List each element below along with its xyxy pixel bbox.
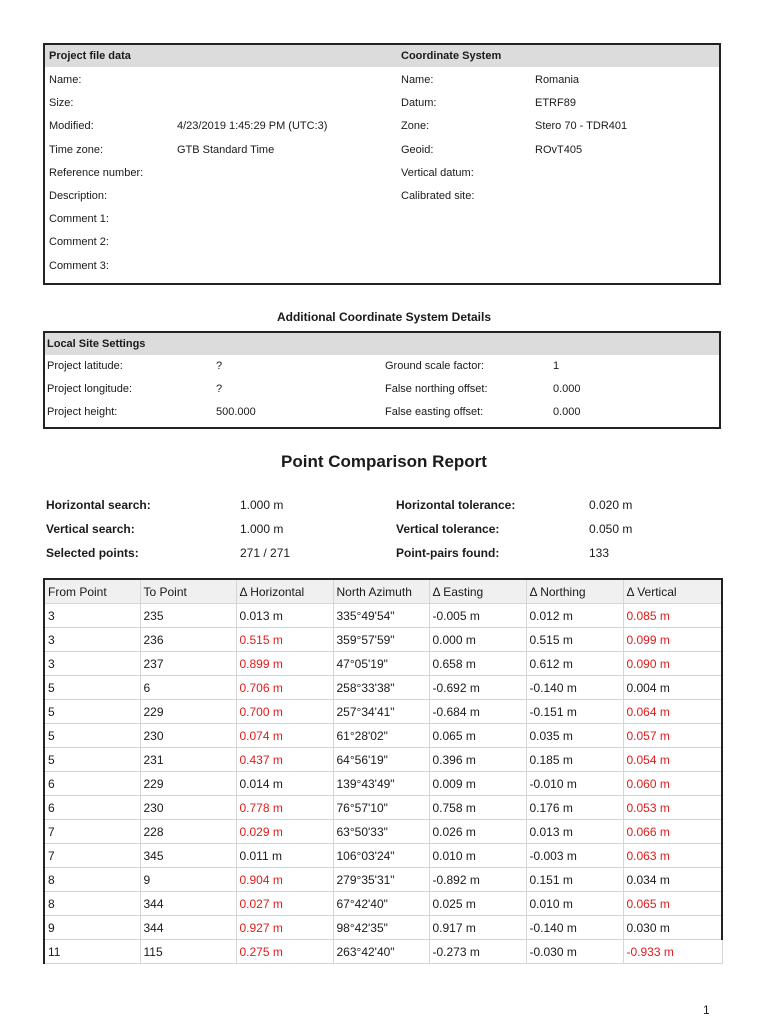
delta-easting-cell: 0.010 m [429,844,526,868]
project-field-label: Time zone: [49,143,104,156]
delta-northing-cell: 0.612 m [526,652,623,676]
table-row[interactable] [44,676,722,700]
site-setting-value: 1 [553,360,560,372]
project-info-panel [43,43,721,285]
delta-horizontal-cell: 0.904 m [236,868,333,892]
north-azimuth-cell: 257°34'41" [333,700,429,724]
site-setting-label: Project height: [47,406,118,418]
column-header-from-point[interactable]: From Point [44,579,140,604]
delta-northing-cell: 0.035 m [526,724,623,748]
coordinate-field-value: ROvT405 [535,143,583,156]
site-setting-value: 500.000 [216,406,256,418]
project-field-label: Description: [49,190,108,202]
delta-vertical-cell: 0.060 m [623,772,722,796]
site-setting-value: ? [216,383,223,395]
north-azimuth-cell: 263°42'40" [333,940,429,964]
delta-northing-cell: 0.515 m [526,628,623,652]
delta-easting-cell: 0.917 m [429,916,526,940]
delta-horizontal-cell: 0.074 m [236,724,333,748]
local-site-settings-header [45,333,719,355]
table-row[interactable] [44,892,722,916]
delta-easting-cell: 0.658 m [429,652,526,676]
delta-easting-cell: -0.684 m [429,700,526,724]
report-param-label: Horizontal search: [46,498,151,512]
delta-vertical-cell: 0.053 m [623,796,722,820]
site-setting-value: 0.000 [553,406,581,418]
report-title: Point Comparison Report [281,452,487,471]
north-azimuth-cell: 67°42'40" [333,892,429,916]
report-param-label: Selected points: [46,546,139,560]
delta-horizontal-cell: 0.011 m [236,844,333,868]
delta-vertical-cell: 0.099 m [623,628,722,652]
north-azimuth-cell: 61°28'02" [333,724,429,748]
table-row[interactable] [44,844,722,868]
from-point-cell: 6 [44,796,140,820]
delta-vertical-cell: 0.064 m [623,700,722,724]
delta-horizontal-cell: 0.014 m [236,772,333,796]
from-point-cell: 7 [44,844,140,868]
site-setting-label: False northing offset: [385,383,488,395]
coordinate-field-value: ETRF89 [535,97,576,110]
to-point-cell: 237 [140,652,236,676]
north-azimuth-cell: 64°56'19" [333,748,429,772]
table-row[interactable] [44,724,722,748]
delta-vertical-cell: 0.030 m [623,916,722,940]
delta-northing-cell: -0.140 m [526,916,623,940]
to-point-cell: 230 [140,724,236,748]
coordinate-system-heading: Coordinate System [401,50,502,62]
coordinate-field-label: Datum: [401,97,437,110]
column-header-north-azimuth[interactable]: North Azimuth [333,579,429,604]
table-row[interactable] [44,604,722,628]
from-point-cell: 3 [44,628,140,652]
delta-horizontal-cell: 0.029 m [236,820,333,844]
coordinate-field-label: Vertical datum: [401,166,474,179]
table-row[interactable] [44,940,722,964]
to-point-cell: 229 [140,700,236,724]
north-azimuth-cell: 98°42'35" [333,916,429,940]
delta-northing-cell: -0.010 m [526,772,623,796]
point-comparison-table [43,578,723,964]
delta-northing-cell: 0.013 m [526,820,623,844]
delta-easting-cell: -0.273 m [429,940,526,964]
report-param-value: 1.000 m [240,522,284,536]
delta-horizontal-cell: 0.027 m [236,892,333,916]
table-row[interactable] [44,700,722,724]
to-point-cell: 231 [140,748,236,772]
table-row[interactable] [44,916,722,940]
table-row[interactable] [44,628,722,652]
delta-vertical-cell: 0.090 m [623,652,722,676]
north-azimuth-cell: 139°43'49" [333,772,429,796]
delta-vertical-cell: 0.065 m [623,892,722,916]
table-row[interactable] [44,652,722,676]
table-row[interactable] [44,748,722,772]
from-point-cell: 9 [44,916,140,940]
to-point-cell: 344 [140,916,236,940]
project-field-label: Name: [49,74,82,86]
delta-easting-cell: 0.065 m [429,724,526,748]
report-param-label: Vertical search: [46,522,135,536]
from-point-cell: 8 [44,892,140,916]
table-row[interactable] [44,820,722,844]
site-setting-value: ? [216,360,223,372]
report-param-label: Vertical tolerance: [396,522,500,536]
delta-northing-cell: -0.140 m [526,676,623,700]
delta-easting-cell: -0.005 m [429,604,526,628]
delta-northing-cell: 0.012 m [526,604,623,628]
additional-details-title: Additional Coordinate System Details [276,310,492,324]
north-azimuth-cell: 76°57'10" [333,796,429,820]
delta-easting-cell: -0.692 m [429,676,526,700]
site-setting-value: 0.000 [553,383,581,395]
to-point-cell: 344 [140,892,236,916]
report-param-value: 133 [589,546,610,560]
column-header-delta-vertical[interactable]: Δ Vertical [623,579,722,604]
delta-horizontal-cell: 0.275 m [236,940,333,964]
column-header-delta-horizontal[interactable]: Δ Horizontal [236,579,333,604]
from-point-cell: 7 [44,820,140,844]
to-point-cell: 230 [140,796,236,820]
north-azimuth-cell: 47°05'19" [333,652,429,676]
project-file-data-heading: Project file data [49,50,131,62]
column-header-to-point[interactable]: To Point [140,579,236,604]
table-body [44,604,722,964]
delta-northing-cell: 0.176 m [526,796,623,820]
delta-horizontal-cell: 0.437 m [236,748,333,772]
to-point-cell: 229 [140,772,236,796]
delta-vertical-cell: 0.066 m [623,820,722,844]
from-point-cell: 6 [44,772,140,796]
delta-easting-cell: 0.025 m [429,892,526,916]
coordinate-field-value: Stero 70 - TDR401 [535,120,628,133]
to-point-cell: 115 [140,940,236,964]
report-param-label: Point-pairs found: [396,546,500,560]
delta-horizontal-cell: 0.778 m [236,796,333,820]
page-number: 1 [703,1003,710,1017]
delta-vertical-cell: 0.085 m [623,604,722,628]
local-site-settings-panel [43,331,721,429]
north-azimuth-cell: 359°57'59" [333,628,429,652]
north-azimuth-cell: 335°49'54" [333,604,429,628]
from-point-cell: 11 [44,940,140,964]
project-field-label: Comment 2: [49,236,109,249]
delta-horizontal-cell: 0.700 m [236,700,333,724]
from-point-cell: 5 [44,700,140,724]
to-point-cell: 236 [140,628,236,652]
project-field-label: Reference number: [49,166,144,179]
coordinate-field-label: Geoid: [401,143,434,156]
local-site-settings-heading: Local Site Settings [47,338,146,350]
delta-vertical-cell: 0.063 m [623,844,722,868]
to-point-cell: 9 [140,868,236,892]
from-point-cell: 5 [44,724,140,748]
to-point-cell: 345 [140,844,236,868]
project-field-label: Size: [49,97,74,110]
column-header-delta-northing[interactable]: Δ Northing [526,579,623,604]
delta-horizontal-cell: 0.927 m [236,916,333,940]
delta-vertical-cell: 0.034 m [623,868,722,892]
delta-horizontal-cell: 0.013 m [236,604,333,628]
delta-easting-cell: -0.892 m [429,868,526,892]
delta-vertical-cell: -0.933 m [623,940,722,964]
site-setting-label: False easting offset: [385,406,484,418]
project-info-header [45,45,719,67]
site-setting-label: Project longitude: [47,383,132,395]
project-field-label: Modified: [49,120,94,133]
delta-northing-cell: -0.030 m [526,940,623,964]
from-point-cell: 5 [44,676,140,700]
from-point-cell: 8 [44,868,140,892]
delta-vertical-cell: 0.057 m [623,724,722,748]
site-setting-label: Ground scale factor: [385,360,485,372]
delta-easting-cell: 0.000 m [429,628,526,652]
delta-northing-cell: 0.010 m [526,892,623,916]
to-point-cell: 235 [140,604,236,628]
from-point-cell: 3 [44,604,140,628]
north-azimuth-cell: 258°33'38" [333,676,429,700]
delta-easting-cell: 0.758 m [429,796,526,820]
delta-vertical-cell: 0.054 m [623,748,722,772]
table-row[interactable] [44,868,722,892]
to-point-cell: 6 [140,676,236,700]
table-row[interactable] [44,772,722,796]
project-field-label: Comment 3: [49,259,109,272]
column-header-delta-easting[interactable]: Δ Easting [429,579,526,604]
table-header-row [44,579,722,604]
report-param-value: 1.000 m [240,498,284,512]
north-azimuth-cell: 106°03'24" [333,844,429,868]
delta-northing-cell: -0.151 m [526,700,623,724]
north-azimuth-cell: 279°35'31" [333,868,429,892]
delta-vertical-cell: 0.004 m [623,676,722,700]
to-point-cell: 228 [140,820,236,844]
report-param-label: Horizontal tolerance: [396,498,516,512]
delta-easting-cell: 0.009 m [429,772,526,796]
delta-horizontal-cell: 0.899 m [236,652,333,676]
from-point-cell: 5 [44,748,140,772]
delta-northing-cell: 0.151 m [526,868,623,892]
table-row[interactable] [44,796,722,820]
coordinate-field-value: Romania [535,74,580,86]
delta-horizontal-cell: 0.515 m [236,628,333,652]
delta-northing-cell: -0.003 m [526,844,623,868]
delta-easting-cell: 0.026 m [429,820,526,844]
project-field-value: 4/23/2019 1:45:29 PM (UTC:3) [177,120,328,133]
delta-easting-cell: 0.396 m [429,748,526,772]
north-azimuth-cell: 63°50'33" [333,820,429,844]
report-param-value: 271 / 271 [240,546,291,560]
delta-horizontal-cell: 0.706 m [236,676,333,700]
from-point-cell: 3 [44,652,140,676]
delta-northing-cell: 0.185 m [526,748,623,772]
report-param-value: 0.020 m [589,498,633,512]
project-field-label: Comment 1: [49,213,109,226]
project-field-value: GTB Standard Time [177,143,275,156]
coordinate-field-label: Name: [401,74,434,86]
report-param-value: 0.050 m [589,522,633,536]
site-setting-label: Project latitude: [47,360,123,372]
coordinate-field-label: Zone: [401,120,430,133]
coordinate-field-label: Calibrated site: [401,190,475,202]
